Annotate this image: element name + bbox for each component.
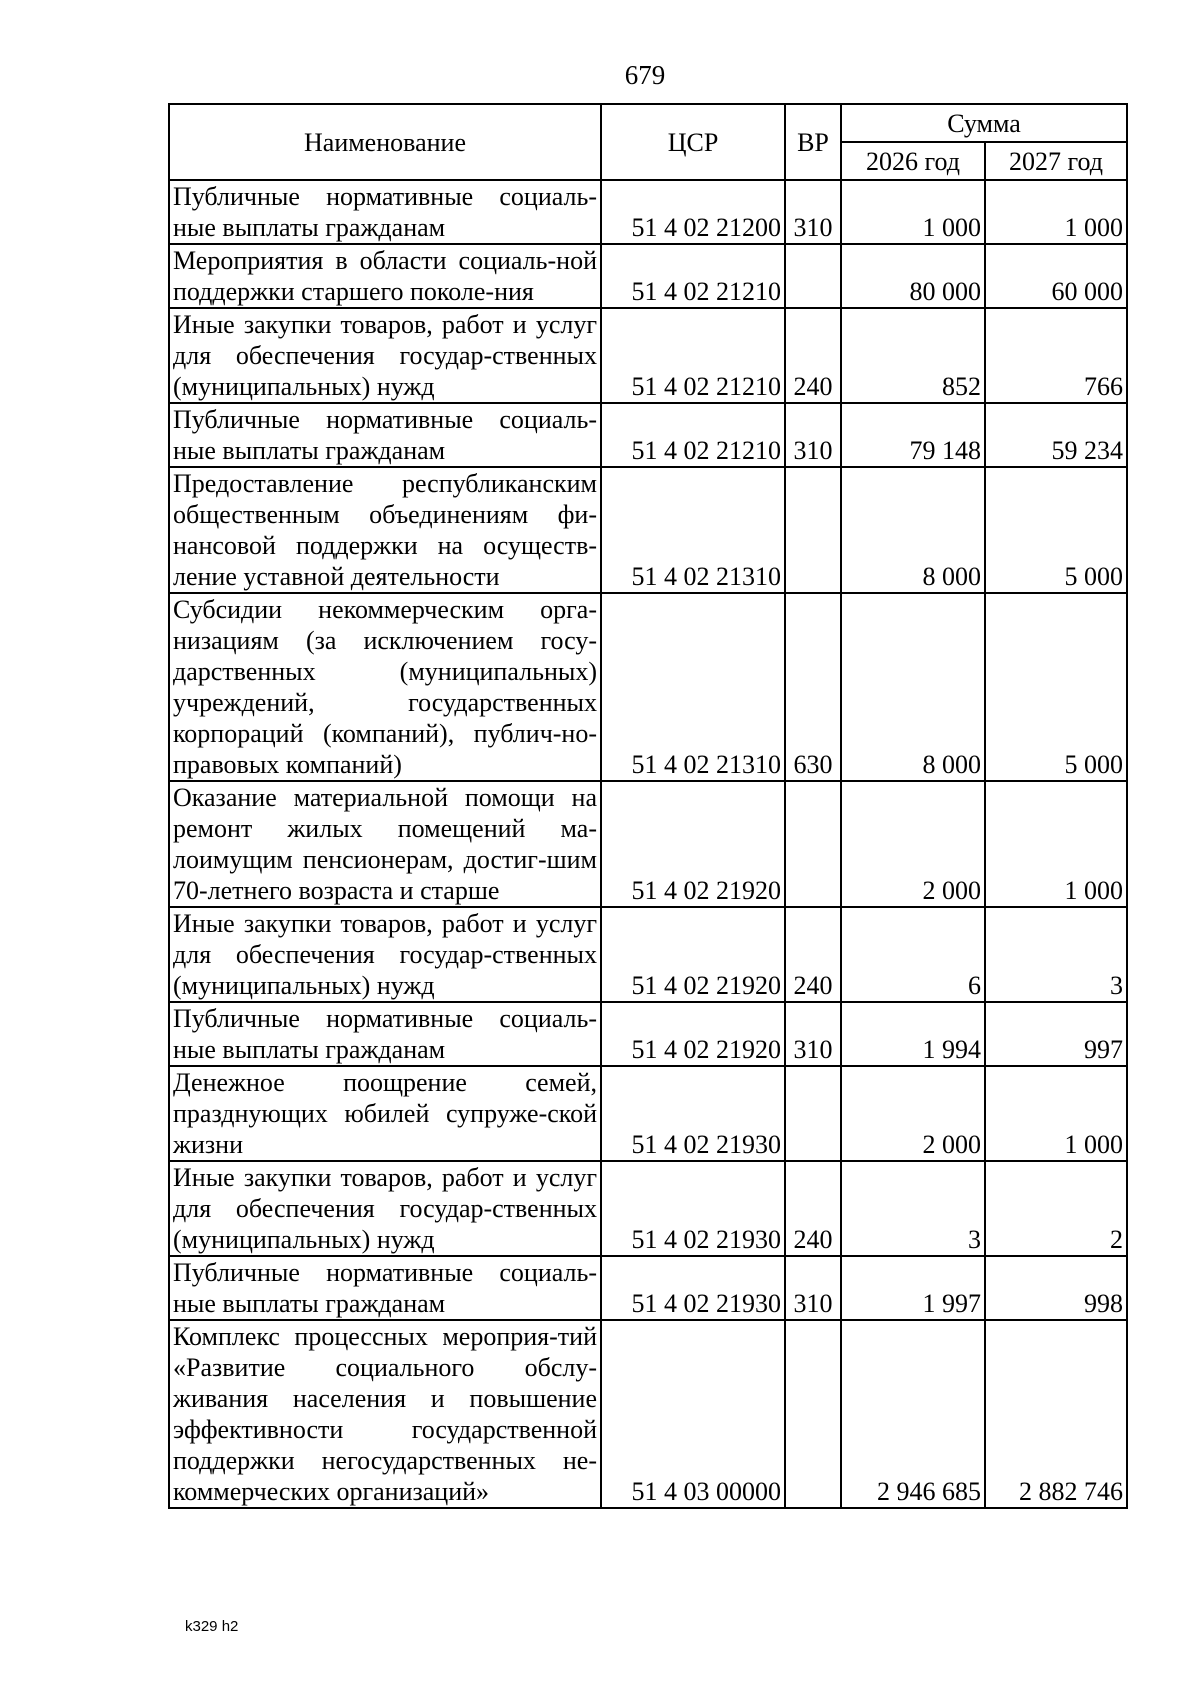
cell-vr: 240 [785, 907, 841, 1002]
table-row [169, 467, 1127, 593]
cell-name: Иные закупки товаров, работ и услуг для обеспечения государ-ственных (муниципальных) нужд [169, 308, 601, 403]
cell-2027: 1 000 [985, 1066, 1127, 1161]
page-number: 679 [624, 60, 666, 90]
cell-2027: 5 000 [985, 467, 1127, 593]
table-row [169, 907, 1127, 1002]
cell-csr: 51 4 03 00000 [601, 1320, 785, 1508]
header-csr: ЦСР [601, 104, 785, 180]
cell-2026: 8 000 [841, 467, 985, 593]
cell-name: Иные закупки товаров, работ и услуг для обеспечения государ-ственных (муниципальных) нужд [169, 1161, 601, 1256]
cell-csr: 51 4 02 21210 [601, 244, 785, 308]
cell-2026: 2 000 [841, 781, 985, 907]
cell-2026: 6 [841, 907, 985, 1002]
cell-vr [785, 467, 841, 593]
cell-name: Публичные нормативные социаль-ные выплаты гражданам [169, 403, 601, 467]
cell-2027: 998 [985, 1256, 1127, 1320]
cell-2027: 59 234 [985, 403, 1127, 467]
cell-2027: 2 [985, 1161, 1127, 1256]
table-row [169, 308, 1127, 403]
cell-2026: 852 [841, 308, 985, 403]
cell-name: Публичные нормативные социаль-ные выплаты гражданам [169, 1256, 601, 1320]
table-row [169, 1320, 1127, 1508]
cell-2027: 1 000 [985, 781, 1127, 907]
cell-vr [785, 1320, 841, 1508]
cell-name: Публичные нормативные социаль-ные выплаты гражданам [169, 180, 601, 244]
table-header [169, 104, 1127, 180]
cell-vr [785, 1066, 841, 1161]
cell-2026: 3 [841, 1161, 985, 1256]
cell-csr: 51 4 02 21930 [601, 1256, 785, 1320]
cell-vr: 310 [785, 1002, 841, 1066]
cell-name: Мероприятия в области социаль-ной поддержки старшего поколе-ния [169, 244, 601, 308]
cell-csr: 51 4 02 21310 [601, 593, 785, 781]
cell-name: Иные закупки товаров, работ и услуг для обеспечения государ-ственных (муниципальных) нужд [169, 907, 601, 1002]
table-row [169, 1256, 1127, 1320]
table-row [169, 1066, 1127, 1161]
header-name: Наименование [169, 104, 601, 180]
header-year-2027: 2027 год [985, 142, 1127, 180]
cell-2027: 5 000 [985, 593, 1127, 781]
cell-csr: 51 4 02 21210 [601, 403, 785, 467]
cell-2027: 2 882 746 [985, 1320, 1127, 1508]
cell-vr: 310 [785, 1256, 841, 1320]
cell-vr: 240 [785, 1161, 841, 1256]
table-body [169, 180, 1127, 1508]
footer-code: k329 h2 [185, 1618, 239, 1635]
cell-2027: 1 000 [985, 180, 1127, 244]
cell-name: Оказание материальной помощи на ремонт жилых помещений ма-лоимущим пенсионерам, достиг-шим 70-летнего возраста и старше [169, 781, 601, 907]
table-row [169, 180, 1127, 244]
cell-2027: 60 000 [985, 244, 1127, 308]
cell-2026: 2 000 [841, 1066, 985, 1161]
table-row [169, 1161, 1127, 1256]
cell-csr: 51 4 02 21210 [601, 308, 785, 403]
cell-csr: 51 4 02 21200 [601, 180, 785, 244]
cell-name: Субсидии некоммерческим орга-низациям (за исключением госу-дарственных (муниципальных) учреждений, государственных корпораций (компаний), публич-но-правовых компаний) [169, 593, 601, 781]
cell-2027: 766 [985, 308, 1127, 403]
cell-name: Публичные нормативные социаль-ные выплаты гражданам [169, 1002, 601, 1066]
cell-csr: 51 4 02 21920 [601, 781, 785, 907]
cell-vr: 310 [785, 403, 841, 467]
cell-2026: 8 000 [841, 593, 985, 781]
table-row [169, 1002, 1127, 1066]
cell-2026: 1 000 [841, 180, 985, 244]
cell-2026: 80 000 [841, 244, 985, 308]
cell-2026: 1 997 [841, 1256, 985, 1320]
cell-vr: 630 [785, 593, 841, 781]
cell-csr: 51 4 02 21930 [601, 1161, 785, 1256]
budget-table [168, 103, 1128, 1509]
cell-vr [785, 244, 841, 308]
cell-csr: 51 4 02 21930 [601, 1066, 785, 1161]
cell-2026: 79 148 [841, 403, 985, 467]
cell-2027: 3 [985, 907, 1127, 1002]
cell-2026: 2 946 685 [841, 1320, 985, 1508]
cell-name: Предоставление республиканским общественным объединениям фи-нансовой поддержки на осуществ-ление уставной деятельности [169, 467, 601, 593]
table-row [169, 781, 1127, 907]
table-row [169, 244, 1127, 308]
cell-csr: 51 4 02 21920 [601, 1002, 785, 1066]
header-sum: Сумма [841, 104, 1127, 142]
cell-vr [785, 781, 841, 907]
header-year-2026: 2026 год [841, 142, 985, 180]
cell-vr: 240 [785, 308, 841, 403]
cell-name: Денежное поощрение семей, празднующих юбилей супруже-ской жизни [169, 1066, 601, 1161]
cell-csr: 51 4 02 21920 [601, 907, 785, 1002]
cell-2026: 1 994 [841, 1002, 985, 1066]
cell-name: Комплекс процессных мероприя-тий «Развитие социального обслу-живания населения и повышение эффективности государственной поддержки негосударственных не-коммерческих организаций» [169, 1320, 601, 1508]
header-vr: ВР [785, 104, 841, 180]
cell-2027: 997 [985, 1002, 1127, 1066]
table-row [169, 403, 1127, 467]
cell-vr: 310 [785, 180, 841, 244]
cell-csr: 51 4 02 21310 [601, 467, 785, 593]
table-row [169, 593, 1127, 781]
